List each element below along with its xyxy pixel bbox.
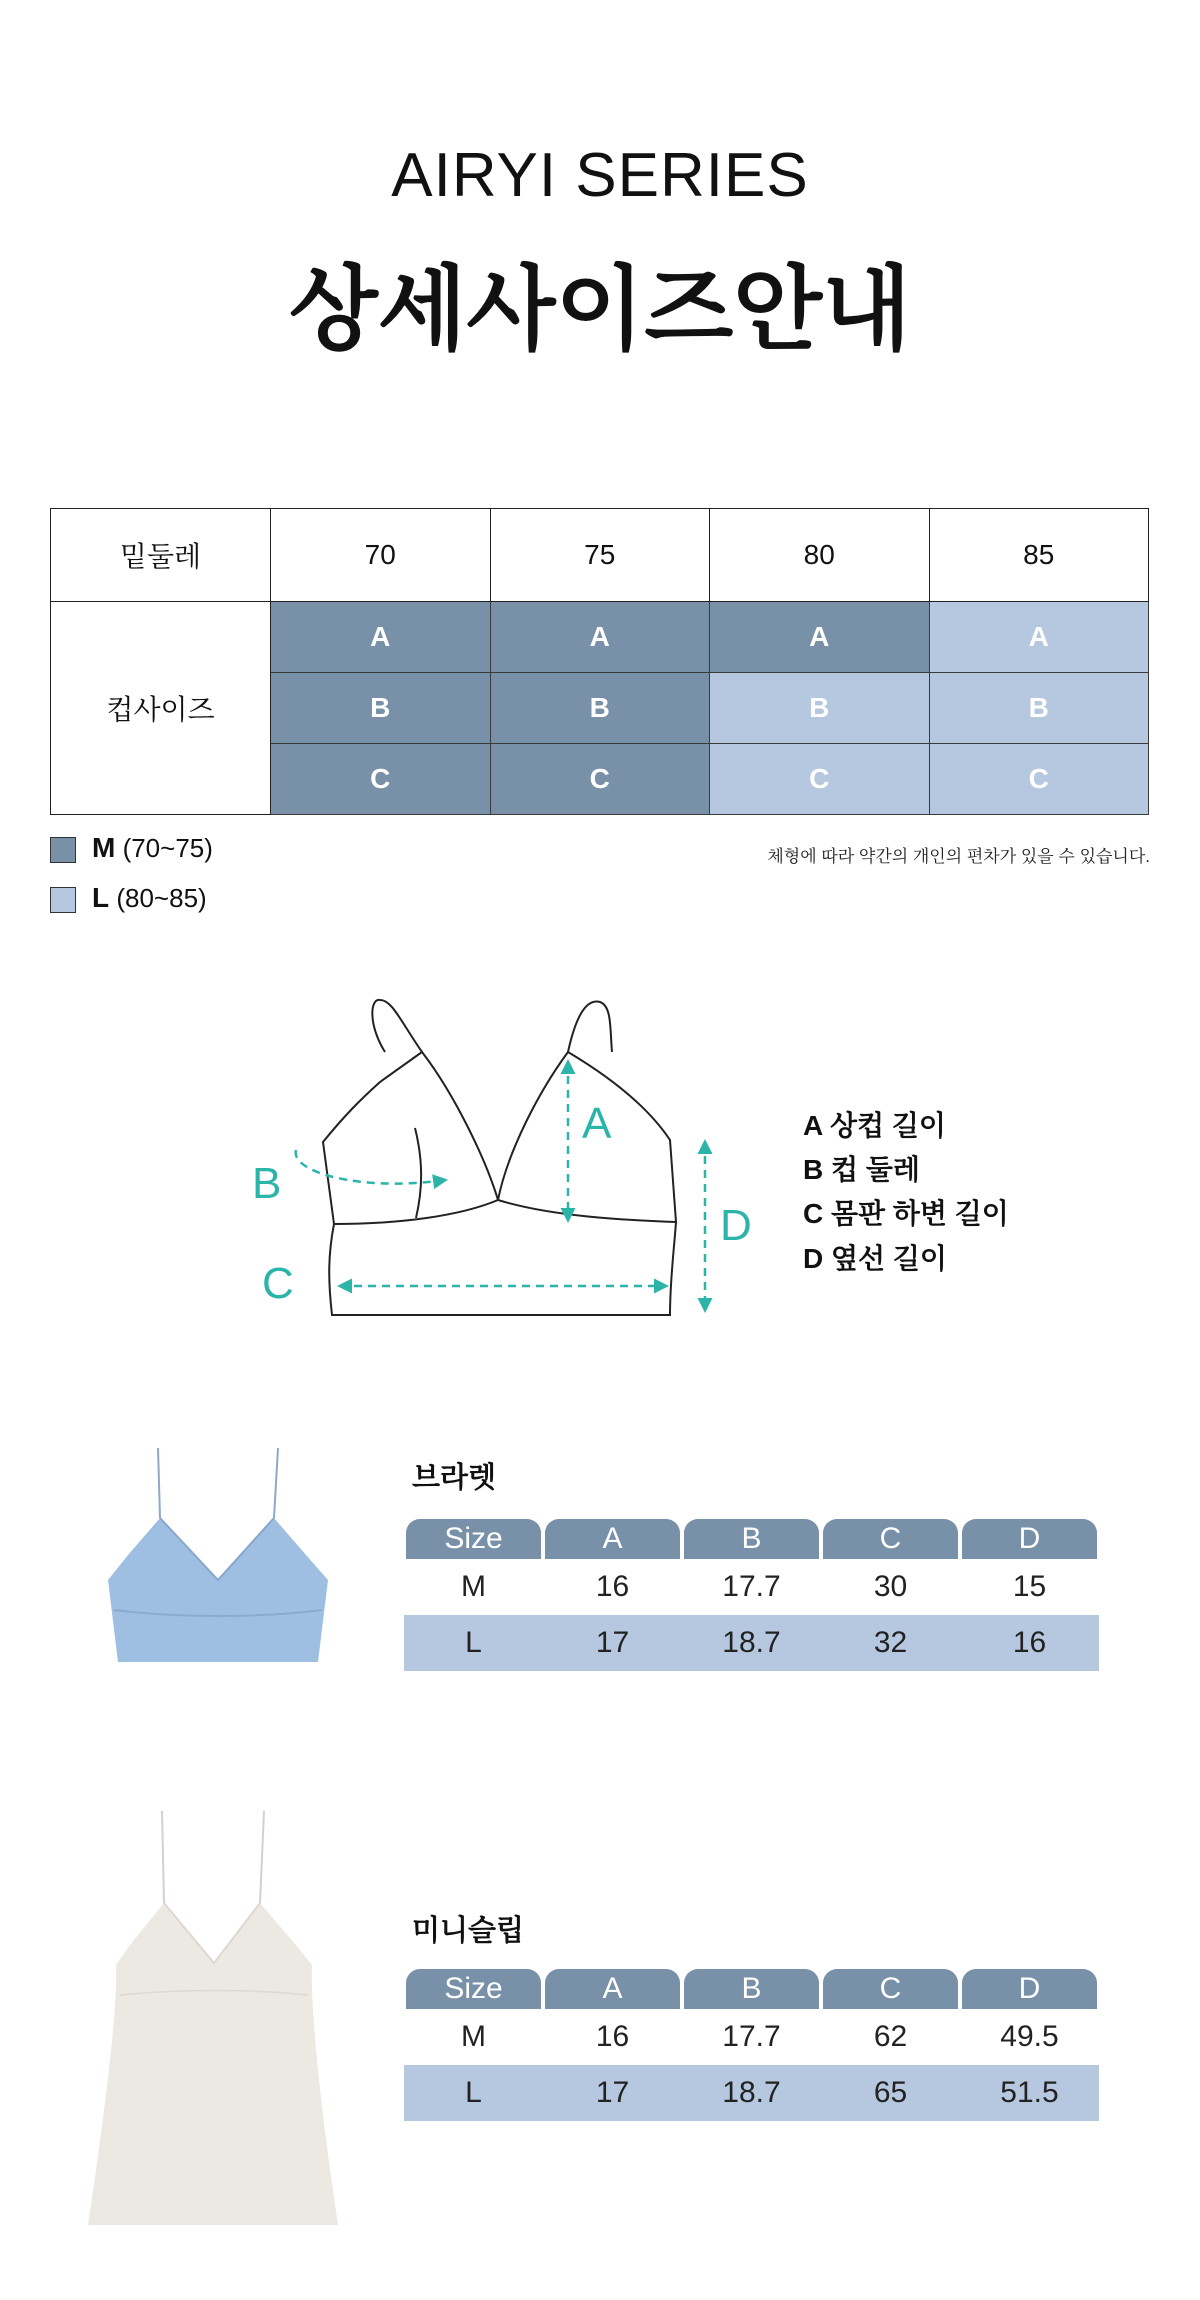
table-header-row	[404, 1969, 1099, 2009]
measurement-diagram	[250, 980, 770, 1330]
legend-swatch-l	[50, 887, 76, 913]
table-cell: 16	[595, 2020, 630, 2053]
header-cell: Size	[406, 1519, 541, 1559]
table-cell: M	[461, 2020, 486, 2053]
table-cell: 17	[595, 1626, 630, 1659]
diagram-label-d: D 옆선 길이	[803, 1243, 947, 1274]
table-cell: 16	[1012, 1626, 1047, 1659]
product-title-bralette: 브라렛	[412, 1462, 497, 1494]
cup-cell: B	[271, 673, 491, 744]
cup-cell: C	[271, 744, 491, 815]
header-cell: B	[684, 1519, 819, 1559]
product-title-mini-slip: 미니슬립	[412, 1915, 525, 1947]
cup-label: 컵사이즈	[51, 602, 271, 815]
legend-l-range: (80~85)	[116, 883, 207, 913]
letter-d: D	[720, 1201, 752, 1250]
band-80: 80	[710, 509, 930, 602]
legend-m	[92, 832, 213, 864]
table-cell: 62	[873, 2020, 908, 2053]
table-cell: 15	[1012, 1570, 1047, 1603]
legend-m-range: (70~75)	[122, 833, 213, 863]
table-row	[404, 2065, 1099, 2121]
letter-a: A	[582, 1099, 612, 1148]
table-row	[404, 1559, 1099, 1615]
header-cell: A	[545, 1519, 680, 1559]
page-title: 상세사이즈안내	[288, 259, 912, 361]
table-cell: 17.7	[722, 1570, 781, 1603]
bralette-outline	[323, 1000, 676, 1315]
header-cell: C	[823, 1969, 958, 2009]
table-cell: 32	[873, 1626, 908, 1659]
cup-cell: A	[271, 602, 491, 673]
diagram-label-a: A 상컵 길이	[803, 1110, 946, 1141]
letter-c: C	[262, 1259, 294, 1308]
mini-slip-size-table	[404, 1969, 1099, 2121]
diagram-label-b: B 컵 둘레	[803, 1154, 920, 1185]
bralette-image	[100, 1440, 340, 1670]
table-row	[404, 1615, 1099, 1671]
header-cell: D	[962, 1519, 1097, 1559]
table-header-row	[404, 1519, 1099, 1559]
table-cell: 18.7	[722, 1626, 781, 1659]
table-cell: 16	[595, 1570, 630, 1603]
table-row	[404, 2009, 1099, 2065]
band-85: 85	[929, 509, 1149, 602]
legend-swatch-m	[50, 837, 76, 863]
table-cell: 17.7	[722, 2020, 781, 2053]
cup-cell: A	[710, 602, 930, 673]
cup-cell: C	[490, 744, 710, 815]
mini-slip-image	[80, 1805, 360, 2235]
legend-l-label: L	[92, 882, 110, 913]
diagram-label-c: C 몸판 하변 길이	[803, 1198, 1009, 1229]
table-cell: M	[461, 1570, 486, 1603]
cup-cell: B	[490, 673, 710, 744]
table-cell: 30	[873, 1570, 908, 1603]
cup-cell: B	[929, 673, 1149, 744]
band-75: 75	[490, 509, 710, 602]
table-cell: 17	[595, 2076, 630, 2109]
cup-cell: C	[710, 744, 930, 815]
table-cell: 51.5	[1000, 2076, 1059, 2109]
header-cell: A	[545, 1969, 680, 2009]
table-cell: 49.5	[1000, 2020, 1059, 2053]
cup-cell: C	[929, 744, 1149, 815]
cup-cell: A	[490, 602, 710, 673]
band-label: 밑둘레	[51, 509, 271, 602]
cup-cell: A	[929, 602, 1149, 673]
cup-cell: B	[710, 673, 930, 744]
legend-l	[92, 882, 207, 914]
letter-b: B	[252, 1159, 282, 1208]
bralette-size-table	[404, 1519, 1099, 1671]
header-cell: Size	[406, 1969, 541, 2009]
table-cell: 65	[873, 2076, 908, 2109]
band-70: 70	[271, 509, 491, 602]
header-cell: C	[823, 1519, 958, 1559]
table-cell: L	[465, 2076, 482, 2109]
fit-note: 체형에 따라 약간의 개인의 편차가 있을 수 있습니다.	[767, 847, 1150, 866]
size-chart	[50, 508, 1149, 815]
table-cell: L	[465, 1626, 482, 1659]
table-cell: 18.7	[722, 2076, 781, 2109]
header-cell: D	[962, 1969, 1097, 2009]
header-cell: B	[684, 1969, 819, 2009]
legend-m-label: M	[92, 832, 116, 863]
series-title: AIRYI SERIES	[391, 141, 809, 210]
